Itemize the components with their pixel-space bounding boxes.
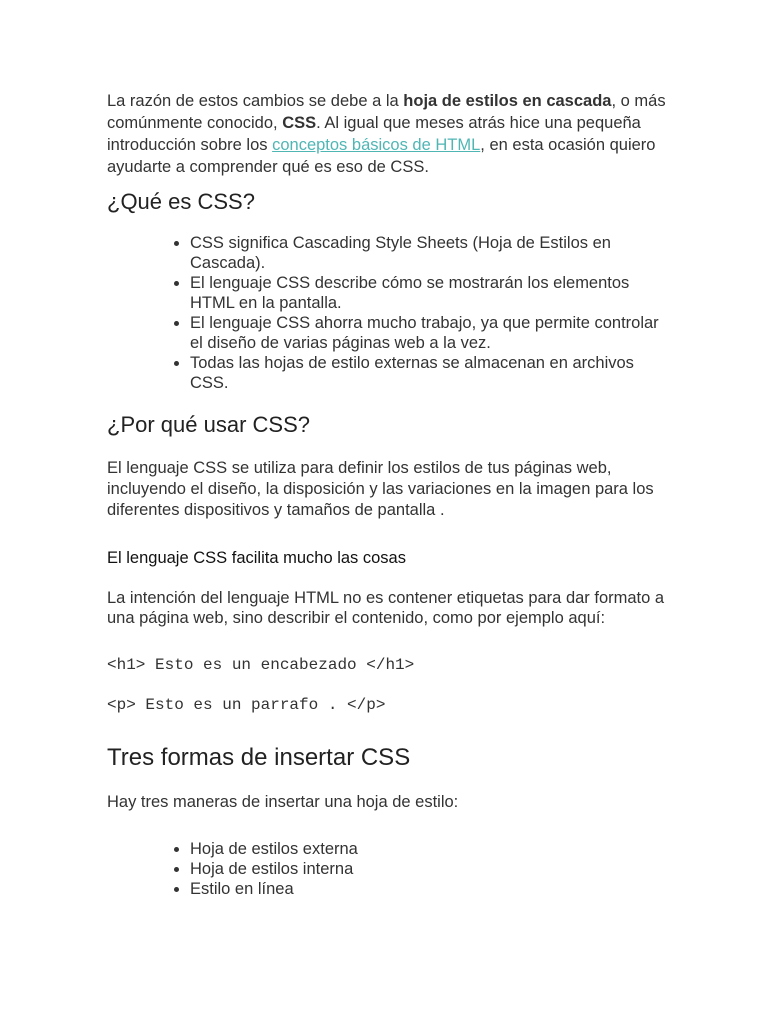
intro-text-3: . Al igual que meses atrás hice una pequeña introducción sobre los	[107, 114, 641, 154]
html-basics-link[interactable]: conceptos básicos de HTML	[272, 136, 481, 154]
list-item: • Estilo en línea	[190, 879, 667, 899]
intro-text-1: La razón de estos cambios se debe a la	[107, 92, 404, 110]
list-item: • Hoja de estilos externa	[190, 839, 667, 859]
intro-bold-cascading: hoja de estilos en cascada	[403, 92, 612, 110]
html-intent-paragraph: La intención del lenguaje HTML no es contener etiquetas para dar formato a una página web, sino describir el contenido, como por ejemplo aquí:	[107, 589, 665, 627]
code-example-p: <p> Esto es un parrafo . </p>	[107, 696, 386, 714]
intro-text-4: , en esta ocasión quiero ayudarte a comprender qué es eso de CSS.	[107, 136, 656, 176]
list-item: • Hoja de estilos interna	[190, 859, 667, 879]
code-example-h1: <h1> Esto es un encabezado </h1>	[107, 656, 415, 674]
list-item: • El lenguaje CSS ahorra mucho trabajo, ya que permite controlar el diseño de varias páginas web a la vez.	[190, 313, 667, 353]
intro-text-2: , o más comúnmente conocido,	[107, 92, 666, 132]
why-css-paragraph: El lenguaje CSS se utiliza para definir los estilos de tus páginas web, incluyendo el diseño, la disposición y las variaciones en la imagen para los diferentes dispositivos y tamaños de pantalla .	[107, 459, 654, 519]
intro-paragraph	[107, 90, 667, 178]
three-ways-paragraph: Hay tres maneras de insertar una hoja de estilo:	[107, 793, 459, 811]
article-body	[107, 90, 667, 899]
three-ways-list	[107, 839, 667, 899]
intro-bold-css: CSS	[282, 114, 317, 132]
heading-css-makes-easy: El lenguaje CSS facilita mucho las cosas	[107, 549, 406, 567]
list-item: • CSS significa Cascading Style Sheets (Hoja de Estilos en Cascada).	[190, 233, 667, 273]
heading-what-is-css: ¿Qué es CSS?	[107, 189, 255, 214]
heading-three-ways: Tres formas de insertar CSS	[107, 744, 411, 771]
list-item: • Todas las hojas de estilo externas se almacenan en archivos CSS.	[190, 353, 667, 393]
what-is-css-list	[107, 233, 667, 393]
list-item: • El lenguaje CSS describe cómo se mostrarán los elementos HTML en la pantalla.	[190, 273, 667, 313]
heading-why-use-css: ¿Por qué usar CSS?	[107, 412, 310, 437]
